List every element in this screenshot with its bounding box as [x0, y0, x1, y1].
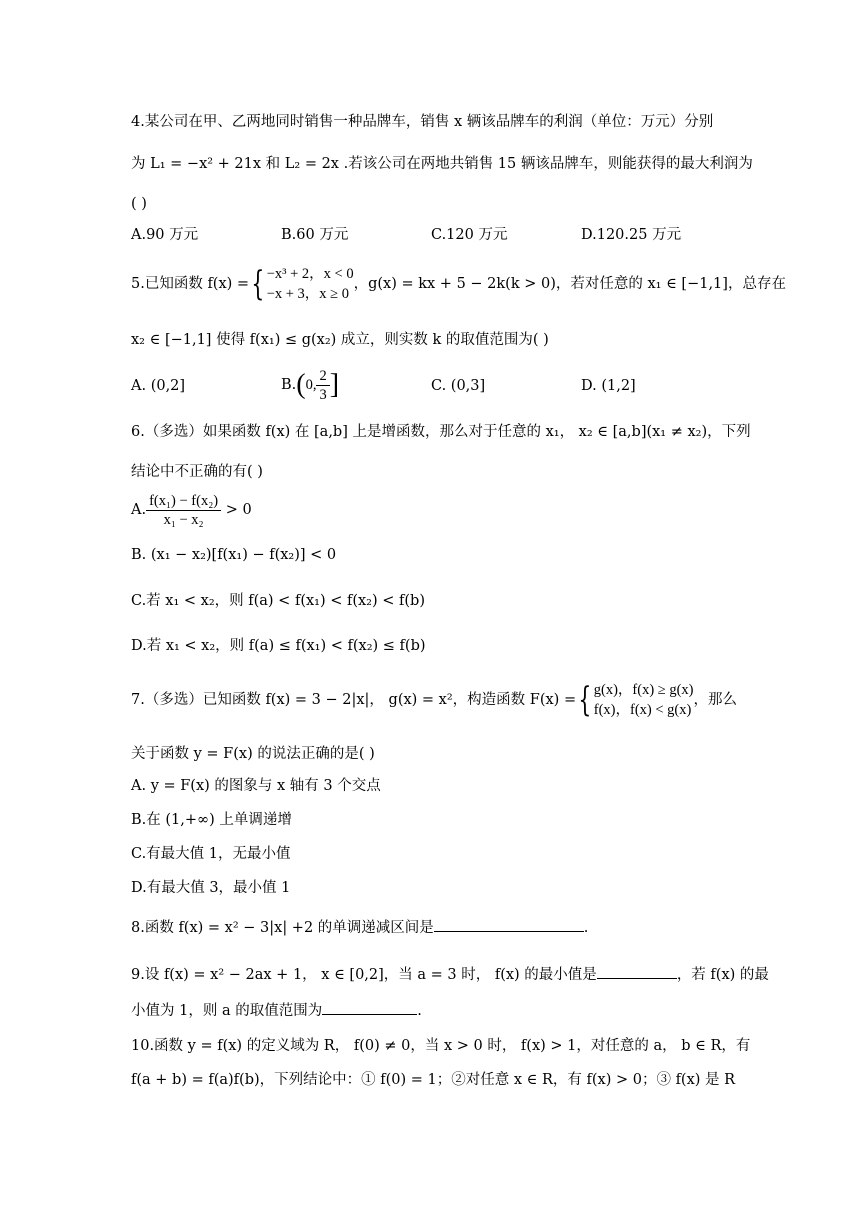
- q6-line1: 6.（多选）如果函数 f(x) 在 [a,b] 上是增函数，那么对于任意的 x₁， x₂ ∈ [a,b](x₁ ≠ x₂)，下列: [131, 424, 751, 440]
- q7-case1: g(x)，f(x) ≥ g(x): [593, 682, 694, 698]
- q4-option-b: B.60 万元: [281, 227, 349, 243]
- q7-option-c: C.有最大值 1，无最小值: [131, 846, 291, 862]
- q6-option-a: [131, 490, 252, 530]
- q5-line2: x₂ ∈ [−1,1] 使得 f(x₁) ≤ g(x₂) 成立，则实数 k 的取值范围为( ): [131, 332, 549, 348]
- q5-option-b: [281, 362, 339, 408]
- q7-brace: {: [578, 680, 592, 720]
- q6-option-b: B. (x₁ − x₂)[f(x₁) − f(x₂)] < 0: [131, 547, 337, 563]
- q9-line2-a: 小值为 1，则 a 的取值范围为: [131, 1003, 323, 1019]
- q4-line1: 4.某公司在甲、乙两地同时销售一种品牌车，销售 x 辆该品牌车的利润（单位：万元）分别: [131, 114, 714, 130]
- q7-cases: [594, 680, 694, 720]
- q4-option-a: A.90 万元: [131, 227, 199, 243]
- q5-option-d: D. (1,2]: [581, 378, 636, 394]
- q5-case2: −x + 3，x ≥ 0: [266, 286, 350, 302]
- q7-case2: f(x)，f(x) < g(x): [593, 702, 692, 718]
- q9-line1-b: ，若 f(x) 的最: [676, 967, 769, 983]
- q7-prefix: 7.（多选）已知函数 f(x) = 3 − 2|x|， g(x) = x²，构造函数 F(x) =: [131, 692, 577, 708]
- q9-line2: [131, 1000, 422, 1021]
- q5-option-b-prefix: B.: [281, 377, 297, 393]
- q8-answer-blank[interactable]: [434, 917, 584, 932]
- q7-suffix: ，那么: [693, 692, 738, 708]
- q5-option-b-fraction: [316, 367, 329, 404]
- q5-case1: −x³ + 2，x < 0: [266, 266, 354, 282]
- q5-option-a: A. (0,2]: [131, 378, 186, 394]
- q7-option-b: B.在 (1,+∞) 上单调递增: [131, 812, 292, 828]
- q6-option-a-fraction: [146, 492, 221, 529]
- q9-line1: [131, 964, 769, 985]
- q5-prefix: 5.已知函数 f(x) =: [131, 276, 250, 292]
- q6-option-d: D.若 x₁ < x₂，则 f(a) ≤ f(x₁) < f(x₂) ≤ f(b): [131, 638, 426, 654]
- q9-answer-blank-1[interactable]: [597, 964, 677, 979]
- q5-option-b-den: 3: [319, 386, 327, 403]
- q6-option-a-den: x₁ − x₂: [163, 511, 204, 528]
- q7-option-d: D.有最大值 3，最小值 1: [131, 880, 291, 896]
- q6-option-a-prefix: A.: [131, 502, 147, 518]
- q5-option-c: C. (0,3]: [431, 378, 486, 394]
- q6-option-c: C.若 x₁ < x₂，则 f(a) < f(x₁) < f(x₂) < f(b): [131, 593, 425, 609]
- q5-brace: {: [251, 264, 265, 304]
- q4-option-c: C.120 万元: [431, 227, 508, 243]
- q6-option-a-suffix: > 0: [221, 502, 252, 518]
- q5-option-b-num: 2: [316, 367, 329, 386]
- q10-line1: 10.函数 y = f(x) 的定义域为 R， f(0) ≠ 0，当 x > 0 时， f(x) > 1，对任意的 a， b ∈ R，有: [131, 1038, 751, 1054]
- q9-answer-blank-2[interactable]: [322, 1000, 417, 1015]
- q7-line2: 关于函数 y = F(x) 的说法正确的是( ): [131, 746, 375, 762]
- q5-option-b-zero: 0,: [305, 377, 317, 393]
- q8-line: [131, 917, 588, 938]
- q8-text: 8.函数 f(x) = x² − 3|x| +2 的单调递减区间是: [131, 920, 434, 936]
- q6-option-a-num: f(x₁) − f(x₂): [146, 492, 221, 511]
- q6-line2: 结论中不正确的有( ): [131, 464, 263, 480]
- q5-cases: [267, 264, 354, 304]
- q5-option-b-open: (: [296, 369, 306, 400]
- q7-option-a: A. y = F(x) 的图象与 x 轴有 3 个交点: [131, 778, 381, 794]
- q10-line2: f(a + b) = f(a)f(b)，下列结论中：① f(0) = 1；②对任意 x ∈ R，有 f(x) > 0；③ f(x) 是 R: [131, 1072, 736, 1088]
- q5-suffix: ，g(x) = kx + 5 − 2k(k > 0)，若对任意的 x₁ ∈ [−1,1]，总存在: [353, 276, 786, 292]
- q4-line2: 为 L₁ = −x² + 21x 和 L₂ = 2x .若该公司在两地共销售 15 辆该品牌车，则能获得的最大利润为: [131, 156, 753, 172]
- q9-line2-end: .: [417, 1003, 422, 1019]
- q4-line3: ( ): [131, 196, 147, 212]
- q5-option-b-close: ]: [329, 369, 340, 400]
- q4-option-d: D.120.25 万元: [581, 227, 682, 243]
- q8-end: .: [583, 920, 589, 936]
- q7-line1: [131, 678, 737, 722]
- q5-line1: [131, 262, 786, 306]
- q9-line1-a: 9.设 f(x) = x² − 2ax + 1， x ∈ [0,2]，当 a = 3 时， f(x) 的最小值是: [131, 967, 597, 983]
